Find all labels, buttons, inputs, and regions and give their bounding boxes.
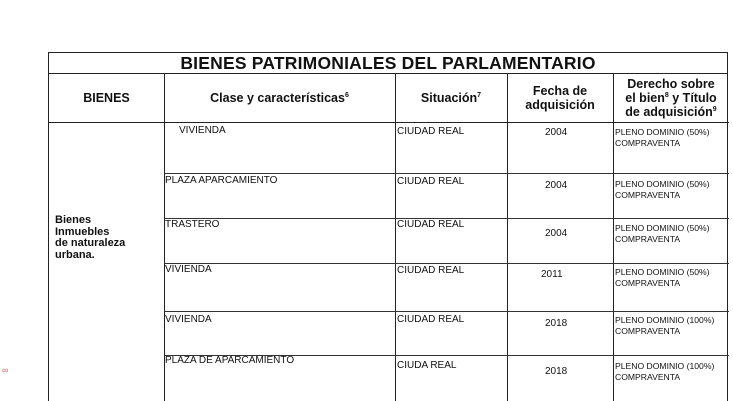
row2-fecha: 2004 — [545, 180, 568, 191]
row5-derecho: PLENO DOMINIO (100%) COMPRAVENTA — [615, 315, 715, 336]
row1-derecho: PLENO DOMINIO (50%) COMPRAVENTA — [615, 127, 710, 148]
row2-situacion: CIUDAD REAL — [397, 176, 465, 187]
row6-fecha: 2018 — [545, 366, 568, 377]
row3-clase: TRASTERO — [165, 219, 220, 230]
header-fecha — [507, 74, 613, 123]
header-situacion — [395, 74, 507, 123]
margin-stamp-mark: ∞ — [2, 365, 9, 375]
row1-fecha: 2004 — [545, 127, 568, 138]
row2-derecho: PLENO DOMINIO (50%) COMPRAVENTA — [615, 179, 710, 200]
row2-clase: PLAZA APARCAMIENTO — [165, 175, 278, 186]
row3-derecho: PLENO DOMINIO (50%) COMPRAVENTA — [615, 223, 710, 244]
row-divider — [164, 263, 729, 264]
column-divider — [395, 74, 396, 401]
row5-clase: VIVIENDA — [165, 314, 212, 325]
row-divider — [164, 173, 729, 174]
header-derecho-label: Derecho sobre el bien$^8$ y Título de adquisición$^9$ — [625, 77, 717, 119]
row4-clase: VIVIENDA — [165, 264, 212, 275]
row6-situacion: CIUDA REAL — [397, 360, 457, 371]
patrimony-table — [48, 52, 728, 401]
row3-situacion: CIUDAD REAL — [397, 219, 465, 230]
category-label: Bienes Inmuebles de naturaleza urbana. — [55, 214, 126, 261]
column-divider — [164, 74, 165, 401]
header-clase — [164, 74, 395, 123]
column-divider — [507, 74, 508, 401]
row1-situacion: CIUDAD REAL — [397, 126, 465, 137]
table-title: BIENES PATRIMONIALES DEL PARLAMENTARIO — [49, 53, 727, 74]
header-situacion-label: Situación$^7$ — [420, 91, 482, 105]
column-divider — [613, 74, 614, 401]
header-fecha-label: Fecha de adquisición — [525, 84, 595, 112]
row-divider — [164, 311, 729, 312]
row6-clase: PLAZA DE APARCAMIENTO — [165, 355, 295, 366]
row5-fecha: 2018 — [545, 318, 568, 329]
row6-derecho: PLENO DOMINIO (100%) COMPRAVENTA — [615, 361, 715, 382]
row3-fecha: 2004 — [545, 228, 568, 239]
header-bienes-label: BIENES — [83, 91, 130, 105]
row5-situacion: CIUDAD REAL — [397, 314, 465, 325]
header-clase-label: Clase y características$^6$ — [210, 91, 349, 105]
header-bienes — [49, 74, 164, 123]
row4-situacion: CIUDAD REAL — [397, 265, 465, 276]
row4-derecho: PLENO DOMINIO (50%) COMPRAVENTA — [615, 267, 710, 288]
row4-fecha: 2011 — [541, 269, 563, 280]
row1-clase: VIVIENDA — [179, 125, 226, 136]
header-derecho — [613, 74, 729, 123]
